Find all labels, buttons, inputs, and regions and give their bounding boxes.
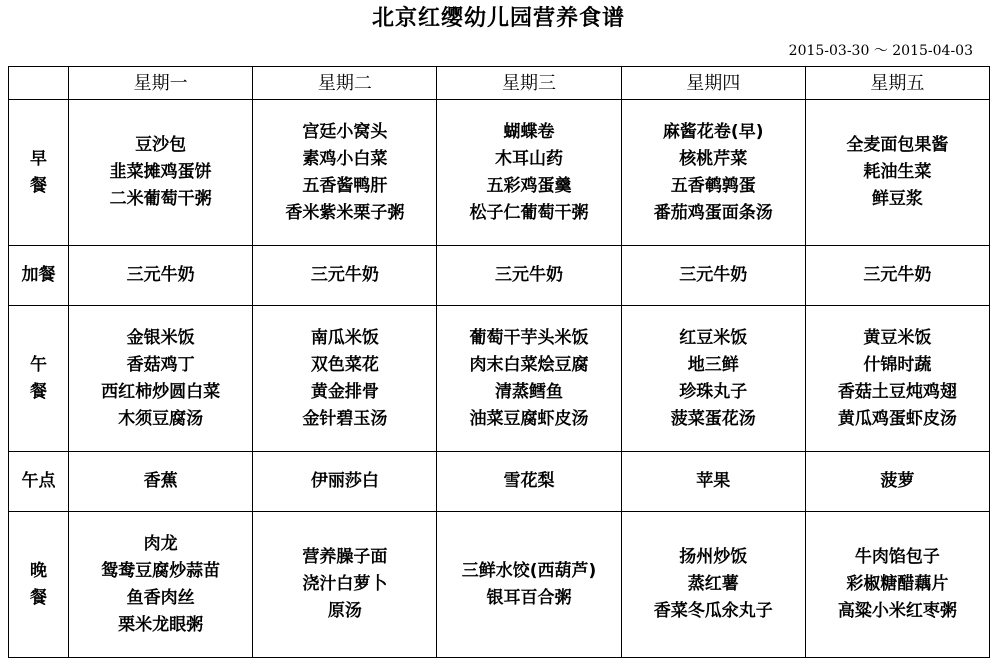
dish-item: 三鲜水饺(西葫芦) [461,560,597,581]
menu-cell-tea-tue [253,452,437,512]
day-header-tue: 星期二 [253,67,437,100]
day-header-wed: 星期三 [437,67,621,100]
table-row-breakfast [9,100,990,246]
dish-item: 菠菜蛋花汤 [670,408,756,429]
dish-item: 麻酱花卷(早) [662,121,764,142]
menu-cell-snack-thu [621,246,805,306]
dish-item: 五香鹌鹑蛋 [670,175,756,196]
dish-item: 蒸红薯 [687,574,739,594]
dish-item: 三元牛奶 [310,265,379,285]
dish-item: 木须豆腐汤 [118,408,204,429]
dish-item: 黄金排骨 [310,381,379,402]
meal-label-text: 餐 [30,381,48,402]
table-row-dinner [9,512,990,658]
dish-item: 核桃芹菜 [679,148,748,169]
dish-item: 三元牛奶 [495,265,564,285]
menu-cell-breakfast-mon [69,100,253,246]
meal-label-text: 早 [30,148,48,169]
dish-item: 原汤 [327,601,362,621]
dish-item: 营养臊子面 [302,547,388,567]
menu-cell-dinner-fri [805,512,989,658]
dish-item: 肉末白菜烩豆腐 [469,354,589,375]
meal-label-breakfast [9,100,69,246]
menu-cell-breakfast-fri [805,100,989,246]
table-row-lunch [9,306,990,452]
dish-item: 油菜豆腐虾皮汤 [469,408,589,429]
meal-label-text: 晚 [30,560,48,581]
meal-label-dinner [9,512,69,658]
meal-label-lunch [9,306,69,452]
menu-cell-dinner-thu [621,512,805,658]
menu-cell-lunch-fri [805,306,989,452]
dish-item: 香菇鸡丁 [126,354,195,375]
dish-item: 蝴蝶卷 [503,121,555,142]
dish-item: 菠萝 [880,471,915,491]
dish-item: 金针碧玉汤 [302,408,388,429]
dish-item: 扬州炒饭 [679,547,748,567]
meal-label-text: 午 [30,354,48,375]
dish-item: 香蕉 [143,471,178,491]
dish-item: 三元牛奶 [863,265,932,285]
menu-cell-breakfast-tue [253,100,437,246]
dish-item: 红豆米饭 [679,327,748,348]
dish-item: 三元牛奶 [126,265,195,285]
menu-cell-tea-fri [805,452,989,512]
meal-label-text: 加餐 [21,265,56,285]
table-header-row [9,67,990,100]
dish-item: 栗米龙眼粥 [118,614,204,635]
dish-item: 葡萄干芋头米饭 [469,327,589,348]
menu-cell-dinner-tue [253,512,437,658]
menu-cell-tea-mon [69,452,253,512]
dish-item: 肉龙 [143,533,178,554]
dish-item: 韭菜摊鸡蛋饼 [109,162,212,182]
menu-cell-snack-mon [69,246,253,306]
meal-label-text: 午点 [21,471,56,491]
dish-item: 二米葡萄干粥 [109,189,212,209]
dish-item: 黄瓜鸡蛋虾皮汤 [837,408,957,429]
menu-cell-breakfast-wed [437,100,621,246]
dish-item: 香菜冬瓜氽丸子 [653,601,773,621]
dish-item: 伊丽莎白 [310,471,379,491]
dish-item: 雪花梨 [503,471,555,491]
dish-item: 香菇土豆炖鸡翅 [837,381,957,402]
dish-item: 番茄鸡蛋面条汤 [653,202,773,223]
meal-label-text: 餐 [30,587,48,608]
menu-cell-lunch-thu [621,306,805,452]
dish-item: 高粱小米红枣粥 [837,601,957,621]
menu-cell-snack-fri [805,246,989,306]
dish-item: 浇汁白萝卜 [302,574,388,594]
dish-item: 南瓜米饭 [310,327,379,348]
meal-label-tea [9,452,69,512]
corner-cell [9,67,69,100]
dish-item: 珍珠丸子 [679,381,748,402]
dish-item: 什锦时蔬 [863,354,932,375]
menu-cell-lunch-tue [253,306,437,452]
dish-item: 素鸡小白菜 [302,148,388,169]
menu-cell-dinner-wed [437,512,621,658]
table-row-tea [9,452,990,512]
menu-cell-dinner-mon [69,512,253,658]
dish-item: 全麦面包果酱 [846,135,949,155]
weekly-menu-table [8,66,990,658]
dish-item: 香米紫米栗子粥 [285,202,405,223]
dish-item: 耗油生菜 [863,162,932,182]
dish-item: 鸳鸯豆腐炒蒜苗 [101,560,221,581]
dish-item: 地三鲜 [687,354,739,375]
menu-cell-breakfast-thu [621,100,805,246]
dish-item: 双色菜花 [310,354,379,375]
day-header-fri: 星期五 [805,67,989,100]
dish-item: 木耳山药 [495,148,564,169]
dish-item: 清蒸鳕鱼 [495,381,564,402]
dish-item: 五彩鸡蛋羹 [486,175,572,196]
dish-item: 苹果 [696,471,731,491]
meal-label-snack [9,246,69,306]
dish-item: 彩椒糖醋藕片 [846,574,949,594]
dish-item: 豆沙包 [135,135,187,155]
dish-item: 黄豆米饭 [863,327,932,348]
table-row-snack [9,246,990,306]
menu-cell-snack-tue [253,246,437,306]
meal-label-text: 餐 [30,175,48,196]
dish-item: 鲜豆浆 [871,189,923,209]
menu-cell-snack-wed [437,246,621,306]
day-header-thu: 星期四 [621,67,805,100]
dish-item: 三元牛奶 [679,265,748,285]
dish-item: 牛肉馅包子 [854,547,940,567]
dish-item: 鱼香肉丝 [126,587,195,608]
day-header-mon: 星期一 [69,67,253,100]
dish-item: 五香酱鸭肝 [302,175,388,196]
dish-item: 银耳百合粥 [486,587,572,608]
menu-cell-tea-wed [437,452,621,512]
dish-item: 西红柿炒圆白菜 [101,381,221,402]
dish-item: 金银米饭 [126,327,195,348]
menu-cell-lunch-mon [69,306,253,452]
page-title: 北京红缨幼儿园营养食谱 [371,6,625,31]
date-range: 2015-03-30 ～ 2015-04-03 [788,43,973,59]
dish-item: 松子仁葡萄干粥 [469,202,589,223]
menu-cell-lunch-wed [437,306,621,452]
dish-item: 宫廷小窝头 [302,121,388,142]
menu-cell-tea-thu [621,452,805,512]
